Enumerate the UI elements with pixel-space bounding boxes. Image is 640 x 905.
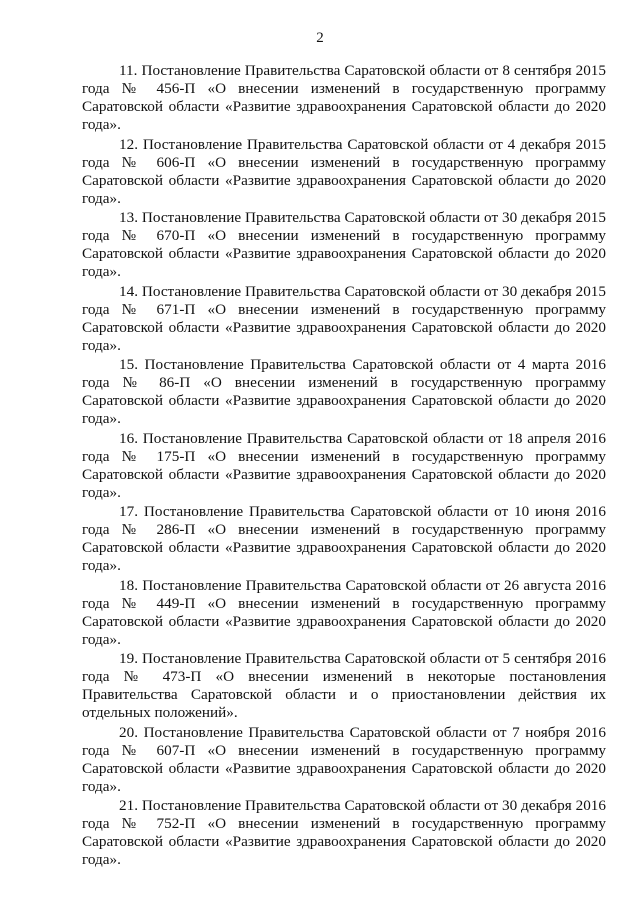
list-item-18: 18. Постановление Правительства Саратовской области от 26 августа 2016 года № 449-П «О внесении изменений в государственную программу Саратовской области «Развитие здравоохранения Саратовской области до 2020 года». — [82, 576, 606, 648]
list-item-14: 14. Постановление Правительства Саратовской области от 30 декабря 2015 года № 671-П «О внесении изменений в государственную программу Саратовской области «Развитие здравоохранения Саратовской области до 2020 года». — [82, 282, 606, 354]
list-item-21: 21. Постановление Правительства Саратовской области от 30 декабря 2016 года № 752-П «О внесении изменений в государственную программу Саратовской области «Развитие здравоохранения Саратовской области до 2020 года». — [82, 797, 606, 868]
page-number: 2 — [316, 30, 324, 46]
list-item-19: 19. Постановление Правительства Саратовской области от 5 сентября 2016 года № 473-П «О внесении изменений в некоторые постановления Правительства Саратовской области и о приостановлении действия их отдельных положений». — [82, 650, 606, 721]
list-item-12: 12. Постановление Правительства Саратовской области от 4 декабря 2015 года № 606-П «О внесении изменений в государственную программу Саратовской области «Развитие здравоохранения Саратовской области до 2020 года». — [82, 135, 606, 207]
list-item-11: 11. Постановление Правительства Саратовской области от 8 сентября 2015 года № 456-П «О внесении изменений в государственную программу Саратовской области «Развитие здравоохранения Саратовской области до 2020 года». — [82, 62, 606, 133]
list-item-13: 13. Постановление Правительства Саратовской области от 30 декабря 2015 года № 670-П «О внесении изменений в государственную программу Саратовской области «Развитие здравоохранения Саратовской области до 2020 года». — [82, 209, 606, 280]
document-body — [82, 62, 606, 871]
list-item-17: 17. Постановление Правительства Саратовской области от 10 июня 2016 года № 286-П «О внесении изменений в государственную программу Саратовской области «Развитие здравоохранения Саратовской области до 2020 года». — [82, 503, 606, 574]
list-item-20: 20. Постановление Правительства Саратовской области от 7 ноября 2016 года № 607-П «О внесении изменений в государственную программу Саратовской области «Развитие здравоохранения Саратовской области до 2020 года». — [82, 723, 606, 795]
list-item-15: 15. Постановление Правительства Саратовской области от 4 марта 2016 года № 86-П «О внесении изменений в государственную программу Саратовской области «Развитие здравоохранения Саратовской области до 2020 года». — [82, 356, 606, 427]
list-item-16: 16. Постановление Правительства Саратовской области от 18 апреля 2016 года № 175-П «О внесении изменений в государственную программу Саратовской области «Развитие здравоохранения Саратовской области до 2020 года». — [82, 429, 606, 501]
